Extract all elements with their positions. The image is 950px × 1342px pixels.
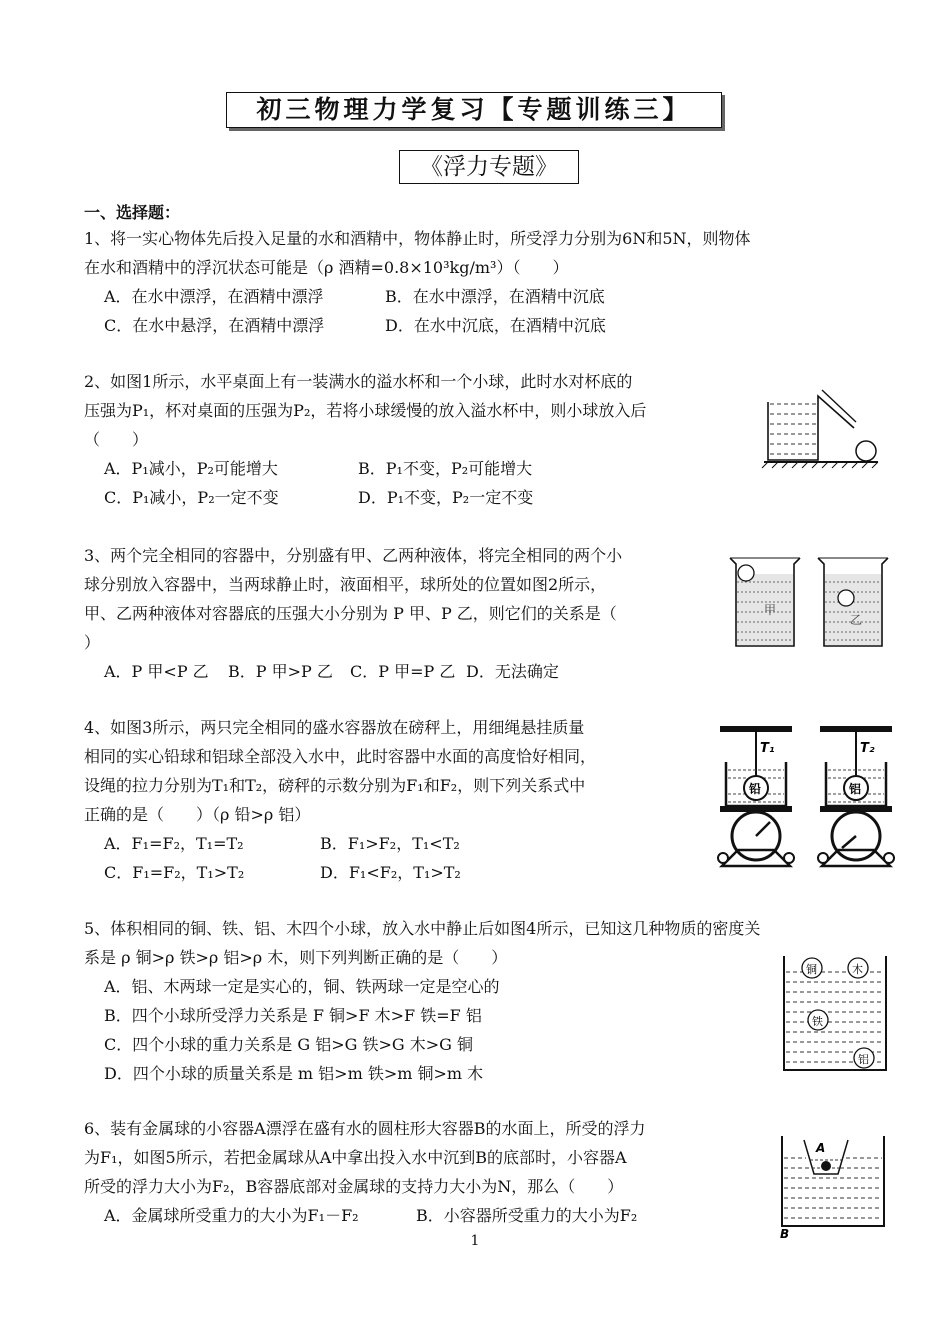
q1-option-b: B．在水中漂浮，在酒精中沉底: [385, 287, 605, 306]
fig3-label-t1: T₁: [760, 741, 775, 756]
q5-option-c: C．四个小球的重力关系是 G 铝>G 铁>G 木>G 铜: [104, 1035, 474, 1054]
fig3-ball-lead: 铅: [749, 782, 762, 796]
section-heading: 一、选择题：: [84, 203, 181, 222]
q3-line4: ）: [84, 633, 101, 652]
fig2-label-jia: 甲: [764, 603, 777, 617]
q2-option-b: B．P₁不变，P₂可能增大: [358, 459, 533, 478]
q1-line1: 1、将一实心物体先后投入足量的水和酒精中，物体静止时，所受浮力分别为6N和5N，则物体: [84, 229, 751, 248]
q1-option-a: A．在水中漂浮，在酒精中漂浮: [104, 287, 324, 306]
figure-1-overflow-cup: [760, 380, 882, 470]
q1-option-d: D．在水中沉底，在酒精中沉底: [385, 316, 606, 335]
q5-option-b: B．四个小球所受浮力关系是 F 铜>F 木>F 铁=F 铝: [104, 1006, 482, 1025]
figure-2-two-containers: [726, 552, 896, 652]
fig4-ball-iron: 铁: [812, 1015, 823, 1028]
q3-line1: 3、两个完全相同的容器中，分别盛有甲、乙两种液体，将完全相同的两个小: [84, 546, 623, 565]
q6-line3: 所受的浮力大小为F₂，B容器底部对金属球的支持力大小为N，那么（ ）: [84, 1177, 624, 1196]
q4-option-b: B．F₁>F₂，T₁<T₂: [320, 834, 460, 853]
figure-4-four-balls: [780, 954, 890, 1074]
figure-3-scales: [714, 722, 898, 872]
q2-line1: 2、如图1所示，水平桌面上有一装满水的溢水杯和一个小球，此时水对杯底的: [84, 372, 633, 391]
fig3-label-t2: T₂: [860, 741, 875, 756]
q6-option-b: B．小容器所受重力的大小为F₂: [416, 1206, 638, 1225]
q4-line1: 4、如图3所示，两只完全相同的盛水容器放在磅秤上，用细绳悬挂质量: [84, 718, 585, 737]
page-number: 1: [470, 1233, 480, 1249]
q4-option-c: C．F₁=F₂，T₁>T₂: [104, 863, 245, 882]
q5-line1: 5、体积相同的铜、铁、铝、木四个小球，放入水中静止后如图4所示，已知这几种物质的密度关: [84, 919, 761, 938]
fig4-ball-wood: 木: [852, 963, 863, 976]
q2-line2: 压强为P₁，杯对桌面的压强为P₂，若将小球缓慢的放入溢水杯中，则小球放入后: [84, 401, 647, 420]
fig2-label-yi: 乙: [850, 613, 863, 627]
figure-5-containers: [776, 1132, 890, 1240]
q4-option-d: D．F₁<F₂，T₁>T₂: [320, 863, 461, 882]
q6-line2: 为F₁，如图5所示，若把金属球从A中拿出投入水中沉到B的底部时，小容器A: [84, 1148, 627, 1167]
q5-option-a: A．铝、木两球一定是实心的，铜、铁两球一定是空心的: [104, 977, 500, 996]
fig3-ball-aluminum: 铝: [849, 782, 862, 796]
q3-option-d: D．无法确定: [466, 662, 559, 681]
q3-line3: 甲、乙两种液体对容器底的压强大小分别为 P 甲、P 乙，则它们的关系是（: [84, 604, 617, 623]
q4-line2: 相同的实心铅球和铝球全部没入水中，此时容器中水面的高度恰好相同，: [84, 747, 597, 766]
q3-option-a: A．P 甲<P 乙: [104, 662, 209, 681]
q2-line3: （ ）: [84, 430, 149, 449]
q1-option-c: C．在水中悬浮，在酒精中漂浮: [104, 316, 325, 335]
page-title: 初三物理力学复习【专题训练三】: [226, 92, 722, 128]
q2-option-c: C．P₁减小，P₂一定不变: [104, 488, 279, 507]
q2-option-d: D．P₁不变，P₂一定不变: [358, 488, 534, 507]
q4-line3: 设绳的拉力分别为T₁和T₂，磅秤的示数分别为F₁和F₂，则下列关系式中: [84, 776, 586, 795]
q1-line2: 在水和酒精中的浮沉状态可能是（ρ 酒精=0.8×10³kg/m³）（ ）: [84, 258, 569, 277]
q5-line2: 系是 ρ 铜>ρ 铁>ρ 铝>ρ 木，则下列判断正确的是（ ）: [84, 948, 508, 967]
q6-option-a: A．金属球所受重力的大小为F₁－F₂: [104, 1206, 359, 1225]
page-subtitle: 《浮力专题》: [399, 150, 579, 184]
fig4-ball-aluminum: 铝: [858, 1053, 869, 1066]
q3-line2: 球分别放入容器中，当两球静止时，液面相平，球所处的位置如图2所示，: [84, 575, 607, 594]
q4-option-a: A．F₁=F₂，T₁=T₂: [104, 834, 244, 853]
fig5-label-a: A: [816, 1141, 826, 1155]
q6-line1: 6、装有金属球的小容器A漂浮在盛有水的圆柱形大容器B的水面上，所受的浮力: [84, 1119, 646, 1138]
fig4-ball-copper: 铜: [806, 963, 817, 976]
q3-option-c: C．P 甲=P 乙: [350, 662, 456, 681]
q3-option-b: B．P 甲>P 乙: [228, 662, 333, 681]
q4-line4: 正确的是（ ）（ρ 铅>ρ 铝）: [84, 805, 311, 824]
fig5-label-b: B: [780, 1227, 790, 1240]
q5-option-d: D．四个小球的质量关系是 m 铝>m 铁>m 铜>m 木: [104, 1064, 484, 1083]
q2-option-a: A．P₁减小，P₂可能增大: [104, 459, 278, 478]
